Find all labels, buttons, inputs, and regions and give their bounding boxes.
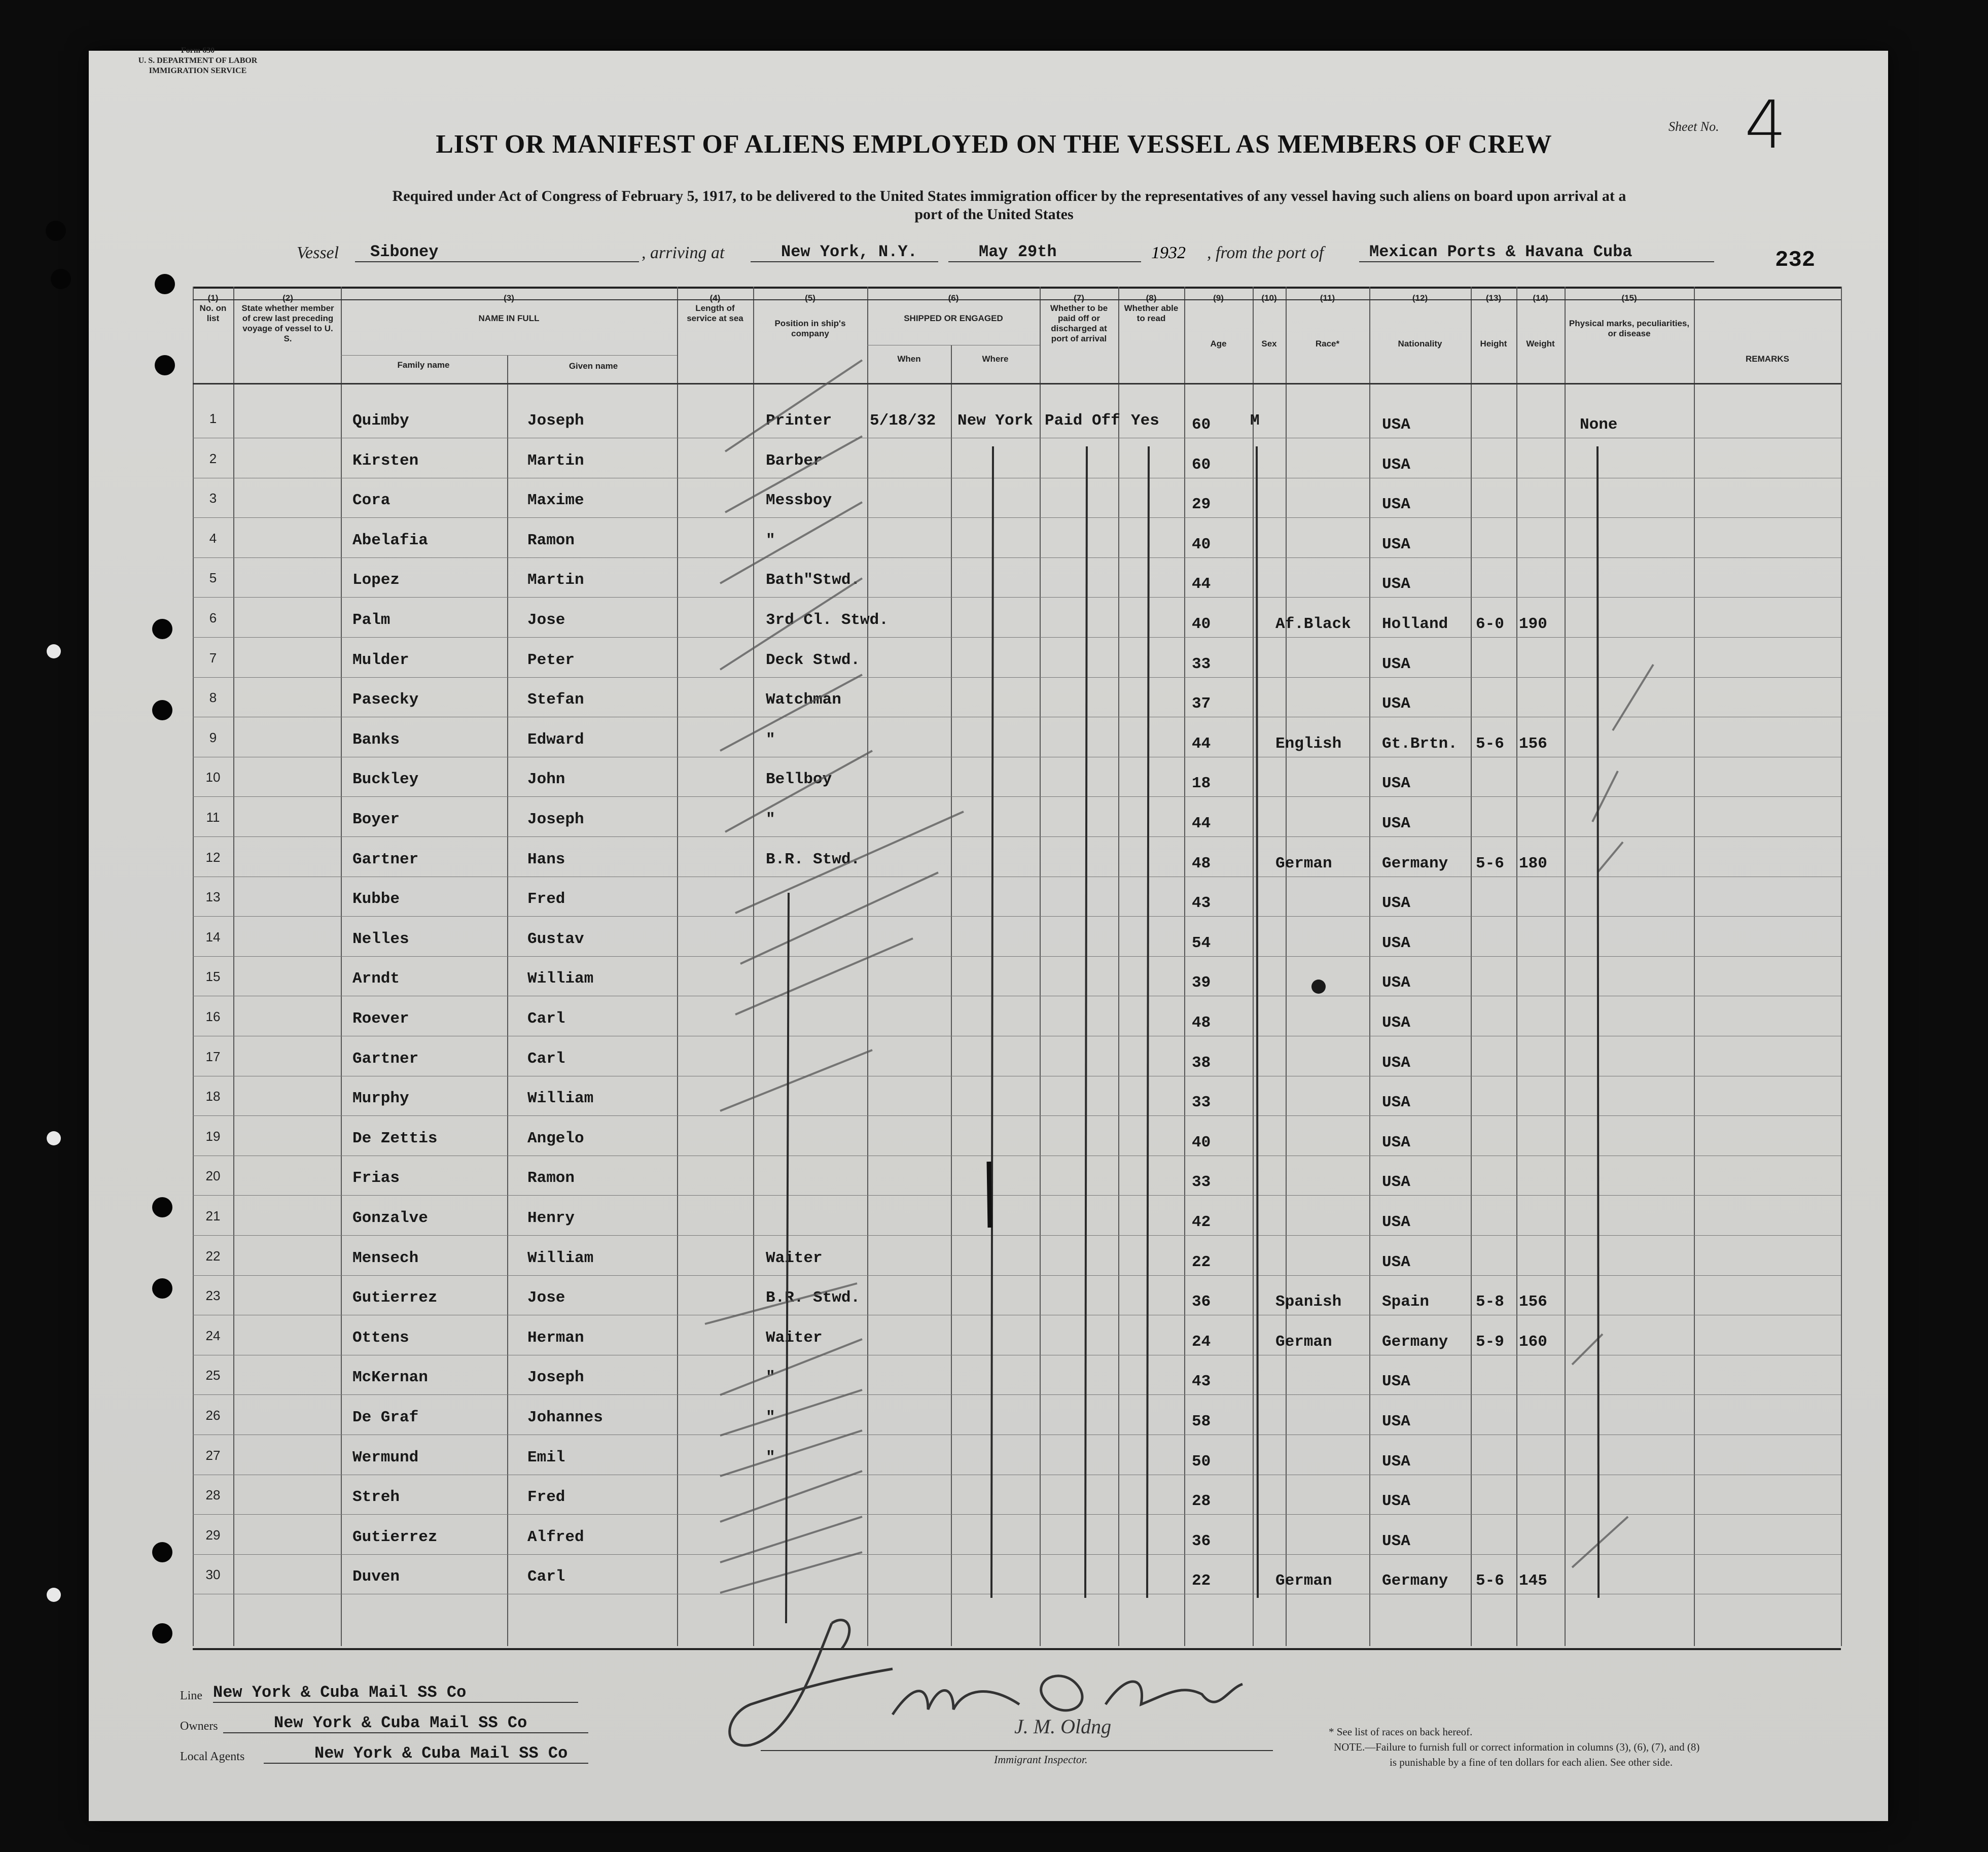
cell-nationality: Holland xyxy=(1382,615,1448,633)
cell-nationality: USA xyxy=(1382,575,1410,593)
cell-age: 60 xyxy=(1192,456,1211,474)
cell-family-name: Murphy xyxy=(352,1090,409,1108)
cell-nationality: USA xyxy=(1382,934,1410,952)
cell-given-name: Joseph xyxy=(527,811,584,828)
cell-position: Messboy xyxy=(766,492,832,510)
cell-height: 6-0 xyxy=(1476,615,1504,633)
cell-given-name: William xyxy=(527,1090,594,1108)
cell-family-name: De Graf xyxy=(352,1409,419,1426)
cell-position: B.R. Stwd. xyxy=(766,1289,861,1307)
cell-nationality: Germany xyxy=(1382,1572,1448,1590)
row-number: 12 xyxy=(205,849,221,865)
department-name: U. S. DEPARTMENT OF LABOR xyxy=(138,56,258,65)
cell-family-name: Cora xyxy=(352,492,390,510)
cell-age: 48 xyxy=(1192,854,1211,872)
inspector-signature: J. M. Oldng xyxy=(1014,1715,1112,1738)
row-number: 22 xyxy=(205,1248,221,1264)
cell-given-name: Emil xyxy=(527,1448,565,1466)
row-number: 16 xyxy=(205,1009,221,1024)
manifest-number: 232 xyxy=(1775,248,1816,273)
row-number: 14 xyxy=(205,929,221,945)
cell-given-name: Martin xyxy=(527,451,584,470)
from-port: Mexican Ports & Havana Cuba xyxy=(1369,242,1632,261)
cell-position: Deck Stwd. xyxy=(766,651,861,669)
footnote-races: * See list of races on back hereof. xyxy=(1329,1726,1473,1738)
cell-family-name: De Zettis xyxy=(352,1129,438,1147)
cell-nationality: USA xyxy=(1382,1452,1410,1471)
cell-given-name: Martin xyxy=(527,571,584,589)
cell-given-name: Joseph xyxy=(527,1369,584,1387)
cell-nationality: USA xyxy=(1382,496,1410,514)
row-number: 6 xyxy=(209,610,217,625)
cell-family-name: Gonzalve xyxy=(352,1209,428,1227)
cell-age: 22 xyxy=(1192,1572,1211,1590)
cell-shipped-where: New York xyxy=(957,412,1033,430)
row-number: 11 xyxy=(206,810,220,825)
line-value: New York & Cuba Mail SS Co xyxy=(213,1683,467,1702)
cell-given-name: Edward xyxy=(527,730,584,749)
vessel-label: Vessel xyxy=(297,243,339,262)
cell-race: English xyxy=(1275,735,1342,753)
page-subtitle-line2: port of the United States xyxy=(914,206,1074,223)
cell-family-name: Roever xyxy=(352,1010,409,1028)
cell-position: Watchman xyxy=(766,691,841,709)
row-number: 17 xyxy=(205,1049,221,1064)
cell-given-name: Johannes xyxy=(527,1409,603,1426)
cell-family-name: Banks xyxy=(352,730,400,749)
cell-given-name: Jose xyxy=(527,1289,565,1307)
cell-height: 5-6 xyxy=(1476,1572,1504,1590)
cell-given-name: John xyxy=(527,771,565,789)
cell-race: Spanish xyxy=(1275,1293,1342,1311)
cell-age: 44 xyxy=(1192,815,1211,832)
cell-nationality: USA xyxy=(1382,1173,1410,1192)
cell-age: 37 xyxy=(1192,695,1211,713)
cell-nationality: USA xyxy=(1382,416,1410,434)
row-number: 27 xyxy=(205,1447,221,1463)
cell-given-name: Carl xyxy=(527,1568,565,1586)
arriving-port: New York, N.Y. xyxy=(781,242,917,261)
cell-nationality: USA xyxy=(1382,535,1410,553)
cell-age: 33 xyxy=(1192,1094,1211,1112)
cell-weight: 156 xyxy=(1519,1293,1547,1311)
cell-nationality: USA xyxy=(1382,1133,1410,1151)
cell-weight: 145 xyxy=(1519,1572,1547,1590)
cell-age: 54 xyxy=(1192,934,1211,952)
cell-given-name: Maxime xyxy=(527,492,584,510)
cell-age: 38 xyxy=(1192,1054,1211,1072)
cell-family-name: Abelafia xyxy=(352,531,428,549)
agents-field xyxy=(264,1744,588,1764)
cell-given-name: Fred xyxy=(527,890,565,908)
cell-given-name: Fred xyxy=(527,1488,565,1507)
agents-value: New York & Cuba Mail SS Co xyxy=(314,1744,568,1763)
col-name-header: (3) NAME IN FULL xyxy=(478,293,540,323)
cell-family-name: McKernan xyxy=(352,1369,428,1387)
sheet-number-label: Sheet No. xyxy=(1668,119,1719,134)
cell-given-name: Ramon xyxy=(527,531,575,549)
cell-family-name: Ottens xyxy=(352,1329,409,1347)
cell-nationality: USA xyxy=(1382,1054,1410,1072)
cell-age: 28 xyxy=(1192,1492,1211,1511)
col-when-header: When xyxy=(897,354,921,364)
arrival-year: 1932 xyxy=(1151,243,1186,262)
cell-family-name: Palm xyxy=(352,611,390,629)
cell-family-name: Nelles xyxy=(352,930,409,948)
cell-paid-off: Paid Off xyxy=(1045,412,1120,430)
row-number: 1 xyxy=(209,411,217,426)
row-number: 8 xyxy=(209,690,217,706)
arrival-date: May 29th xyxy=(979,242,1057,261)
cell-position: " xyxy=(766,1369,775,1387)
page-title: LIST OR MANIFEST OF ALIENS EMPLOYED ON THE VESSEL AS MEMBERS OF CREW xyxy=(436,130,1552,159)
cell-family-name: Gartner xyxy=(352,1050,419,1068)
cell-weight: 180 xyxy=(1519,854,1547,872)
cell-given-name: Hans xyxy=(527,850,565,868)
cell-nationality: USA xyxy=(1382,456,1410,474)
agents-label: Local Agents xyxy=(180,1750,245,1763)
cell-sex: M xyxy=(1250,412,1260,430)
cell-position: 3rd Cl. Stwd. xyxy=(766,611,889,629)
cell-nationality: USA xyxy=(1382,1492,1410,1511)
col-sex-header: (10) Sex xyxy=(1261,293,1277,348)
footnote-penalty-cont: is punishable by a fine of ten dollars for each alien. See other side. xyxy=(1390,1756,1673,1768)
col-age-header: (9) Age xyxy=(1210,293,1227,348)
cell-position: Barber xyxy=(766,451,823,470)
cell-nationality: USA xyxy=(1382,815,1410,832)
cell-age: 33 xyxy=(1192,655,1211,673)
cell-given-name: Henry xyxy=(527,1209,575,1227)
cell-position: B.R. Stwd. xyxy=(766,850,861,868)
cell-position: " xyxy=(766,811,775,828)
cell-given-name: Peter xyxy=(527,651,575,669)
col-height-header: (13) Height xyxy=(1480,293,1507,348)
col-where-header: Where xyxy=(982,354,1009,364)
cell-position: Bellboy xyxy=(766,771,832,789)
col-given-name-header: Given name xyxy=(569,361,618,371)
cell-age: 29 xyxy=(1192,496,1211,514)
col-family-name-header: Family name xyxy=(397,360,450,370)
arriving-label: , arriving at xyxy=(642,243,725,262)
cell-nationality: USA xyxy=(1382,655,1410,673)
cell-position: Waiter xyxy=(766,1329,823,1347)
owners-value: New York & Cuba Mail SS Co xyxy=(274,1714,527,1732)
cell-position: Bath"Stwd. xyxy=(766,571,861,589)
cell-able-to-read: Yes xyxy=(1131,412,1159,430)
col-weight-header: (14) Weight xyxy=(1526,293,1555,348)
cell-nationality: USA xyxy=(1382,695,1410,713)
cell-given-name: William xyxy=(527,1249,594,1267)
cell-position: " xyxy=(766,531,775,549)
cell-given-name: Stefan xyxy=(527,691,584,709)
cell-physical-marks: None xyxy=(1580,416,1618,434)
row-number: 25 xyxy=(205,1368,221,1383)
cell-family-name: Kubbe xyxy=(352,890,400,908)
line-field xyxy=(213,1683,578,1703)
cell-race: German xyxy=(1275,1333,1332,1351)
cell-given-name: Carl xyxy=(527,1050,565,1068)
cell-age: 50 xyxy=(1192,1452,1211,1471)
cell-height: 5-6 xyxy=(1476,735,1504,753)
cell-given-name: Ramon xyxy=(527,1169,575,1187)
row-number: 21 xyxy=(205,1208,221,1224)
inspector-signature-line xyxy=(761,1709,1273,1751)
cell-family-name: Pasecky xyxy=(352,691,419,709)
owners-field xyxy=(223,1714,588,1733)
cell-weight: 190 xyxy=(1519,615,1547,633)
cell-nationality: USA xyxy=(1382,1213,1410,1231)
cell-nationality: USA xyxy=(1382,1532,1410,1550)
col-remarks-header: REMARKS xyxy=(1746,354,1789,364)
cell-family-name: Quimby xyxy=(352,412,409,430)
cell-position: " xyxy=(766,730,775,749)
cell-nationality: USA xyxy=(1382,1373,1410,1391)
row-number: 4 xyxy=(209,530,217,546)
cell-age: 43 xyxy=(1192,1373,1211,1391)
row-number: 24 xyxy=(205,1327,221,1343)
cell-height: 5-9 xyxy=(1476,1333,1504,1351)
row-number: 18 xyxy=(205,1089,221,1104)
cell-age: 48 xyxy=(1192,1014,1211,1032)
inspector-label: Immigrant Inspector. xyxy=(994,1753,1088,1766)
cell-given-name: Gustav xyxy=(527,930,584,948)
sheet-number-value: 4 xyxy=(1745,86,1787,163)
cell-family-name: Boyer xyxy=(352,811,400,828)
cell-age: 24 xyxy=(1192,1333,1211,1351)
cell-race: Af.Black xyxy=(1275,615,1351,633)
cell-age: 36 xyxy=(1192,1293,1211,1311)
cell-age: 40 xyxy=(1192,535,1211,553)
col-paid-off-header: (7) Whether to be paid off or discharged at port of arrival xyxy=(1050,293,1108,343)
cell-nationality: USA xyxy=(1382,1413,1410,1430)
cell-given-name: Angelo xyxy=(527,1129,584,1147)
cell-age: 44 xyxy=(1192,575,1211,593)
cell-nationality: USA xyxy=(1382,1014,1410,1032)
cell-family-name: Buckley xyxy=(352,771,419,789)
cell-family-name: Frias xyxy=(352,1169,400,1187)
cell-age: 42 xyxy=(1192,1213,1211,1231)
cell-family-name: Mensech xyxy=(352,1249,419,1267)
cell-nationality: Spain xyxy=(1382,1293,1430,1311)
service-name: IMMIGRATION SERVICE xyxy=(149,66,247,75)
col-no-header: (1) No. on list xyxy=(199,293,227,323)
cell-nationality: USA xyxy=(1382,1094,1410,1112)
cell-weight: 160 xyxy=(1519,1333,1547,1351)
footnote-penalty: NOTE.—Failure to furnish full or correct information in columns (3), (6), (7), and (8) xyxy=(1334,1741,1700,1753)
cell-height: 5-6 xyxy=(1476,854,1504,872)
cell-position: Printer xyxy=(766,412,832,430)
col-last-voyage-header: (2) State whether member of crew last preceding voyage of vessel to U. S. xyxy=(241,293,334,343)
row-number: 29 xyxy=(205,1527,221,1543)
cell-nationality: USA xyxy=(1382,894,1410,913)
cell-family-name: Lopez xyxy=(352,571,400,589)
cell-given-name: Alfred xyxy=(527,1528,584,1546)
cell-age: 39 xyxy=(1192,974,1211,992)
cell-family-name: Streh xyxy=(352,1488,400,1507)
cell-family-name: Mulder xyxy=(352,651,409,669)
cell-age: 44 xyxy=(1192,735,1211,753)
cell-age: 36 xyxy=(1192,1532,1211,1550)
cell-nationality: Germany xyxy=(1382,1333,1448,1351)
row-number: 3 xyxy=(209,491,217,506)
from-port-label: , from the port of xyxy=(1207,243,1324,262)
row-number: 15 xyxy=(205,969,221,985)
cell-position: " xyxy=(766,1409,775,1426)
cell-given-name: Jose xyxy=(527,611,565,629)
cell-position: Waiter xyxy=(766,1249,823,1267)
row-number: 26 xyxy=(205,1408,221,1423)
cell-age: 22 xyxy=(1192,1253,1211,1271)
vessel-name: Siboney xyxy=(370,242,439,261)
cell-family-name: Gartner xyxy=(352,850,419,868)
ink-dot xyxy=(1311,980,1326,994)
cell-nationality: Germany xyxy=(1382,854,1448,872)
row-number: 30 xyxy=(205,1567,221,1583)
row-number: 5 xyxy=(209,570,217,586)
cell-nationality: Gt.Brtn. xyxy=(1382,735,1458,753)
owners-label: Owners xyxy=(180,1720,218,1733)
cell-given-name: Joseph xyxy=(527,412,584,430)
row-number: 9 xyxy=(209,729,217,745)
col-physical-marks-header: (15) Physical marks, peculiarities, or disease xyxy=(1569,293,1690,338)
cell-age: 43 xyxy=(1192,894,1211,913)
cell-weight: 156 xyxy=(1519,735,1547,753)
cell-given-name: Herman xyxy=(527,1329,584,1347)
col-race-header: (11) Race* xyxy=(1315,293,1340,348)
cell-age: 33 xyxy=(1192,1173,1211,1192)
cell-age: 40 xyxy=(1192,615,1211,633)
cell-nationality: USA xyxy=(1382,1253,1410,1271)
col-length-service-header: (4) Length of service at sea xyxy=(687,293,743,323)
row-number: 2 xyxy=(209,450,217,466)
cell-family-name: Arndt xyxy=(352,970,400,988)
col-shipped-header: (6) SHIPPED OR ENGAGED xyxy=(904,293,1003,323)
row-number: 28 xyxy=(205,1487,221,1503)
form-number: Form 630 xyxy=(181,46,215,55)
cell-given-name: William xyxy=(527,970,594,988)
col-position-header: (5) Position in ship's company xyxy=(774,293,846,338)
line-label: Line xyxy=(180,1689,202,1702)
cell-family-name: Kirsten xyxy=(352,451,419,470)
cell-race: German xyxy=(1275,854,1332,872)
cell-height: 5-8 xyxy=(1476,1293,1504,1311)
cell-race: German xyxy=(1275,1572,1332,1590)
row-number: 7 xyxy=(209,650,217,666)
ink-blot xyxy=(989,1162,990,1228)
cell-given-name: Carl xyxy=(527,1010,565,1028)
cell-age: 18 xyxy=(1192,775,1211,793)
cell-family-name: Gutierrez xyxy=(352,1289,438,1307)
col-nationality-header: (12) Nationality xyxy=(1398,293,1442,348)
cell-nationality: USA xyxy=(1382,775,1410,793)
row-number: 23 xyxy=(205,1288,221,1304)
cell-age: 40 xyxy=(1192,1133,1211,1151)
pencil-tick-marks xyxy=(705,360,1653,1593)
cell-shipped-when: 5/18/32 xyxy=(870,412,936,430)
page-subtitle-line1: Required under Act of Congress of February 5, 1917, to be delivered to the United States immigration officer by the representatives of any vessel having such aliens on board upon arrival at a xyxy=(392,188,1626,204)
cell-position: " xyxy=(766,1448,775,1466)
cell-nationality: USA xyxy=(1382,974,1410,992)
cell-family-name: Duven xyxy=(352,1568,400,1586)
cell-age: 60 xyxy=(1192,416,1211,434)
cell-age: 58 xyxy=(1192,1413,1211,1430)
row-number: 19 xyxy=(205,1128,221,1144)
row-number: 20 xyxy=(205,1168,221,1184)
cell-family-name: Wermund xyxy=(352,1448,419,1466)
row-number: 10 xyxy=(205,770,221,785)
col-read-header: (8) Whether able to read xyxy=(1124,293,1179,323)
row-number: 13 xyxy=(205,889,221,905)
cell-family-name: Gutierrez xyxy=(352,1528,438,1546)
pencil-ditto-lines xyxy=(786,446,1599,1623)
